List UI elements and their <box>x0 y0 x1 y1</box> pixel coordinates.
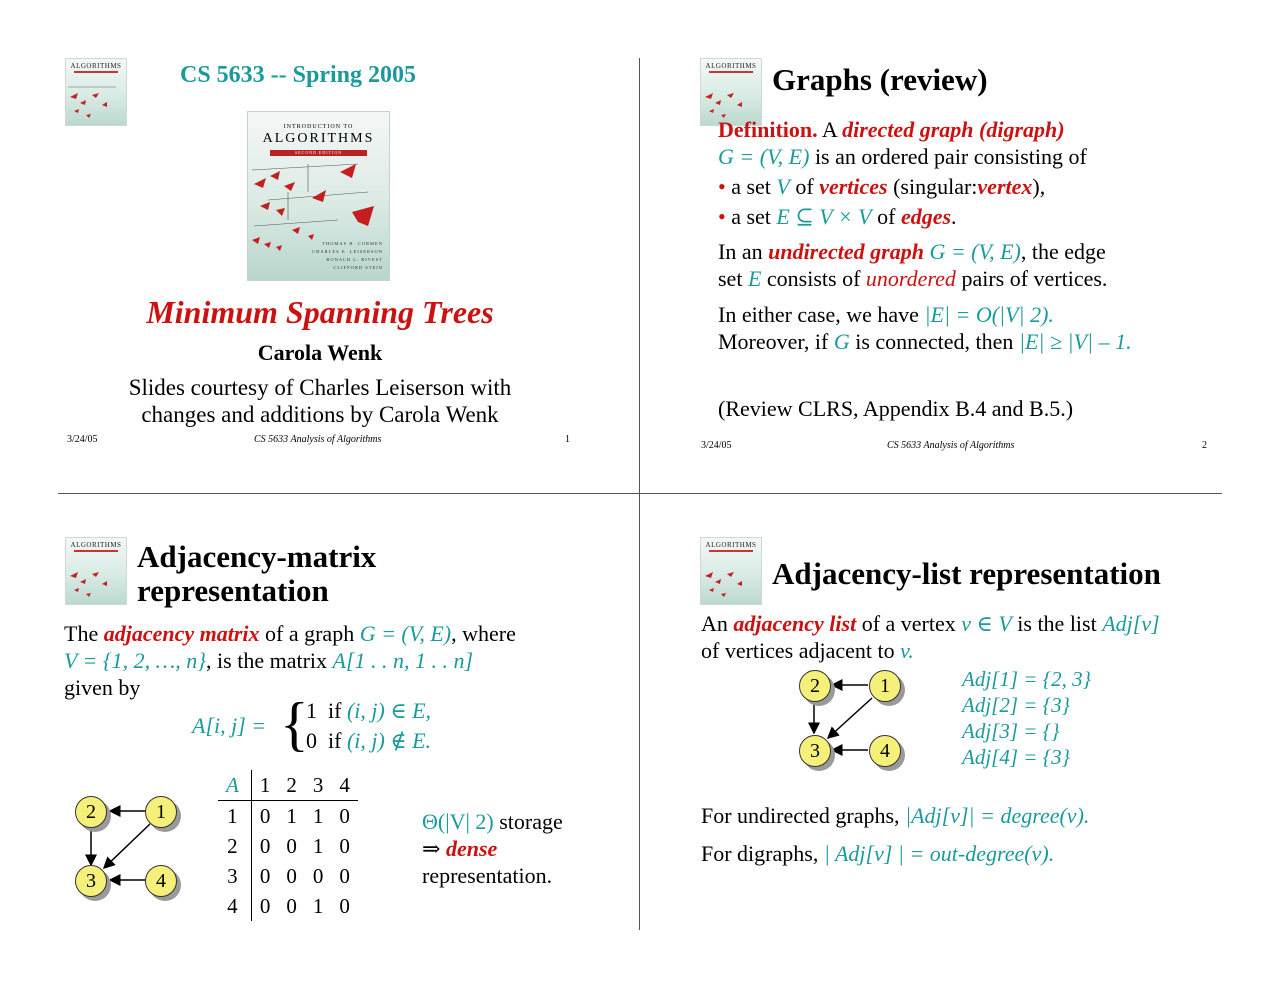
graph-node: 3 <box>799 735 831 767</box>
text: ), <box>1032 174 1046 199</box>
text: For undirected graphs, <box>701 803 900 828</box>
matrix-cell: 1 <box>312 803 324 828</box>
text: is connected, then <box>855 329 1014 354</box>
text: of <box>877 204 896 229</box>
case-value: 0 <box>306 728 317 753</box>
book-author-4: CLIFFORD STEIN <box>333 265 383 270</box>
text: storage <box>499 809 563 834</box>
footer-date: 3/24/05 <box>701 440 732 451</box>
book-author-1: THOMAS H. CORMEN <box>322 241 383 246</box>
book-thumbnail-icon: ALGORITHMS <box>700 58 762 126</box>
book-edition: SECOND EDITION <box>270 150 367 156</box>
math-expr: E <box>747 266 762 291</box>
math-expr: G = (V, E) <box>718 144 810 169</box>
math-expr: v ∈ V <box>961 611 1012 636</box>
math-expr: V <box>776 174 790 199</box>
matrix-row <box>218 891 358 921</box>
text: of a vertex <box>861 611 956 636</box>
text: The <box>64 621 99 646</box>
matrix-cell: 0 <box>312 863 324 888</box>
case-condition: (i, j) ∉ E. <box>346 728 432 753</box>
graph-node: 3 <box>75 865 107 897</box>
review-note: (Review CLRS, Appendix B.4 and B.5.) <box>718 396 1074 421</box>
math-expr: | Adj[v] | = out-degree(v). <box>823 841 1055 866</box>
adjacency-lists <box>962 666 1091 770</box>
matrix-cell: 0 <box>286 833 297 858</box>
matrix-header-cell: A <box>218 770 251 801</box>
math-expr: A[1 . . n, 1 . . n] <box>332 648 474 673</box>
math-expr: v. <box>900 638 914 663</box>
text: given by <box>64 675 141 700</box>
math-expr: G <box>833 329 850 354</box>
slide-3-body <box>64 620 634 701</box>
bullet-icon: • <box>718 204 726 229</box>
matrix-cell: 1 <box>312 833 324 858</box>
book-intro: INTRODUCTION TO <box>283 124 354 130</box>
math-expr: |E| = O(|V| 2). <box>924 302 1054 327</box>
matrix-row <box>218 801 358 832</box>
book-thumbnail-icon: ALGORITHMS <box>65 537 127 605</box>
math-expr: G = (V, E) <box>929 239 1021 264</box>
graph-node: 2 <box>75 796 107 828</box>
term-unordered: unordered <box>865 266 956 291</box>
text: if <box>328 698 342 723</box>
matrix-header-cell: 4 <box>339 772 350 797</box>
matrix-cell: 0 <box>259 863 271 888</box>
footer-course: CS 5633 Analysis of Algorithms <box>254 434 382 445</box>
graph-node: 4 <box>145 865 177 897</box>
matrix-row <box>218 831 358 861</box>
matrix-header-cell: 1 <box>259 772 271 797</box>
adj-list-line: Adj[1] = {2, 3} <box>962 667 1091 691</box>
math-expr: |E| ≥ |V| – 1. <box>1018 329 1132 354</box>
book-author-3: RONALD L. RIVEST <box>326 257 383 262</box>
math-expr: V = {1, 2, …, n} <box>64 648 207 673</box>
text: is the list <box>1017 611 1097 636</box>
matrix-header-cell: 2 <box>286 772 297 797</box>
text: pairs of vertices. <box>961 266 1108 291</box>
text: A <box>821 117 837 142</box>
case-condition: (i, j) ∈ E, <box>346 698 432 723</box>
matrix-row-label: 2 <box>218 831 251 861</box>
text: , the edge <box>1020 239 1106 264</box>
matrix-cell: 1 <box>312 893 324 918</box>
case-value: 1 <box>306 698 317 723</box>
book-title: ALGORITHMS <box>262 131 375 146</box>
matrix-cell: 0 <box>259 803 271 828</box>
text: (singular: <box>893 174 978 199</box>
credit-line-1: Slides courtesy of Charles Leiserson with <box>128 375 512 400</box>
matrix-row-label: 4 <box>218 891 251 921</box>
text: representation. <box>422 863 553 888</box>
math-expr: Θ(|V| 2) <box>422 809 494 834</box>
matrix-cell: 1 <box>286 803 297 828</box>
term-adjacency-list: adjacency list <box>733 611 857 636</box>
text: Moreover, if <box>718 329 829 354</box>
book-authors <box>312 240 383 272</box>
term-digraph: (digraph) <box>979 117 1065 142</box>
course-title: CS 5633 -- Spring 2005 <box>180 62 417 88</box>
graph-node: 1 <box>145 796 177 828</box>
term-edges: edges <box>900 204 952 229</box>
bullet-icon: • <box>718 174 726 199</box>
slide-title: Graphs (review) <box>772 62 988 97</box>
text: set <box>718 266 743 291</box>
undirected-note <box>701 802 1089 829</box>
book-thumbnail-icon: ALGORITHMS <box>700 537 762 605</box>
text: , where <box>451 621 516 646</box>
matrix-row-label: 3 <box>218 861 251 891</box>
definition-label: Definition. <box>718 117 818 142</box>
book-thumbnail-icon: ALGORITHMS <box>65 58 127 126</box>
matrix-row-label: 1 <box>218 801 251 832</box>
term-vertex: vertex <box>977 174 1033 199</box>
math-expr: |Adj[v]| = degree(v). <box>905 803 1090 828</box>
graph-node: 1 <box>869 670 901 702</box>
adjacency-matrix-table <box>218 770 358 921</box>
book-cover-image <box>247 111 390 281</box>
term-undirected-graph: undirected graph <box>768 239 924 264</box>
storage-note <box>422 808 563 889</box>
text: of a graph <box>265 621 355 646</box>
book-author-2: CHARLES E. LEISERSON <box>312 249 383 254</box>
slide-4-body <box>701 610 1221 664</box>
matrix-cell: 0 <box>259 893 271 918</box>
term-adjacency-matrix: adjacency matrix <box>103 621 260 646</box>
horizontal-divider <box>58 493 1222 494</box>
author-name: Carola Wenk <box>257 340 383 365</box>
matrix-row <box>218 861 358 891</box>
adj-list-line: Adj[3] = {} <box>962 719 1060 743</box>
text: of <box>795 174 814 199</box>
credit-text <box>0 374 640 428</box>
formula-lhs: A[i, j] = <box>192 713 267 738</box>
formula-cases <box>306 697 431 754</box>
matrix-cell: 0 <box>339 803 350 828</box>
math-expr: E ⊆ V × V <box>776 204 872 229</box>
footer-page: 2 <box>1202 440 1207 451</box>
credit-line-2: changes and additions by Carola Wenk <box>141 402 499 427</box>
term-dense: dense <box>445 836 498 861</box>
matrix-cell: 0 <box>259 833 271 858</box>
matrix-cell: 0 <box>339 893 350 918</box>
digraph-note <box>701 840 1054 867</box>
text: . <box>951 204 957 229</box>
graph-node: 2 <box>799 670 831 702</box>
vertical-divider <box>639 58 640 930</box>
adj-list-line: Adj[4] = {3} <box>962 745 1070 769</box>
math-expr: Adj[v] <box>1102 611 1160 636</box>
adj-list-line: Adj[2] = {3} <box>962 693 1070 717</box>
math-expr: G = (V, E) <box>359 621 452 646</box>
text: An <box>701 611 728 636</box>
text: , is the matrix <box>206 648 328 673</box>
footer-page: 1 <box>565 434 570 445</box>
term-directed-graph: directed graph <box>842 117 974 142</box>
matrix-cell: 0 <box>339 863 350 888</box>
text: consists of <box>766 266 861 291</box>
implies-icon: ⇒ <box>422 836 441 861</box>
text: is an ordered pair consisting of <box>814 144 1087 169</box>
matrix-header-row <box>218 770 358 801</box>
slide-2-body <box>718 116 1218 355</box>
text: a set <box>731 204 771 229</box>
slide-title: Minimum Spanning Trees <box>146 294 494 330</box>
slide-title <box>137 540 376 608</box>
text: For digraphs, <box>701 841 819 866</box>
matrix-cell: 0 <box>286 863 297 888</box>
slide-title-line-1: Adjacency-matrix <box>137 539 377 574</box>
slide-title-line-2: representation <box>137 573 329 608</box>
graph-node: 4 <box>869 735 901 767</box>
text: In an <box>718 239 763 264</box>
text: In either case, we have <box>718 302 919 327</box>
footer-course: CS 5633 Analysis of Algorithms <box>887 440 1015 451</box>
footer-date: 3/24/05 <box>67 434 98 445</box>
brace-icon: { <box>280 691 309 757</box>
text: a set <box>731 174 771 199</box>
matrix-cell: 0 <box>286 893 297 918</box>
matrix-header-cell: 3 <box>312 772 324 797</box>
slide-title: Adjacency-list representation <box>772 556 1161 591</box>
term-vertices: vertices <box>819 174 888 199</box>
text: if <box>328 728 342 753</box>
text: of vertices adjacent to <box>701 638 895 663</box>
matrix-cell: 0 <box>339 833 350 858</box>
